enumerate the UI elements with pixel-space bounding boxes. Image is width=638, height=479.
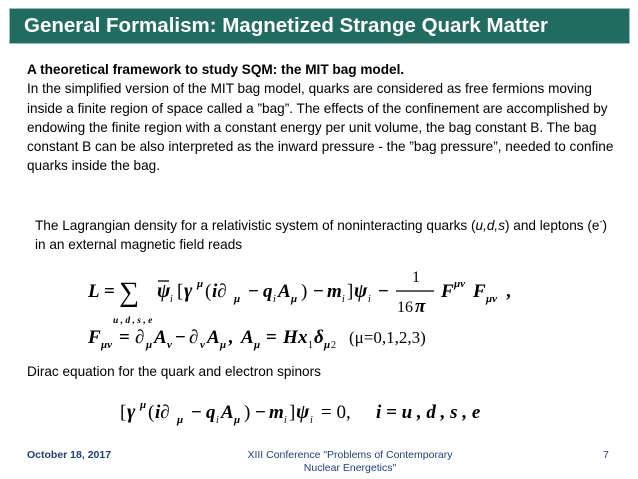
lagrangian-text-1: The Lagrangian density for a relativistic system of noninteracting quarks ( bbox=[35, 218, 476, 233]
eq3-i-partial: i∂ bbox=[155, 402, 170, 423]
footer-date: October 18, 2017 bbox=[27, 449, 112, 461]
eq1-frac-num: 1 bbox=[412, 269, 420, 286]
eq1-rparen: ) bbox=[301, 281, 308, 302]
intro-paragraph bbox=[27, 60, 617, 176]
eq2-H: H bbox=[283, 327, 298, 348]
eq1-q-sub: i bbox=[273, 294, 276, 305]
eq1-sum-index: u , d , s , e bbox=[113, 316, 153, 326]
lagrangian-equation bbox=[87, 269, 511, 326]
eq1-minus-2: − bbox=[313, 281, 324, 302]
eq3-psi: ψ bbox=[296, 401, 310, 423]
eq1-psi: ψ bbox=[354, 280, 368, 302]
eq2-A2: A bbox=[207, 327, 220, 348]
eq2-d2: ∂ bbox=[189, 327, 199, 348]
eq3-q-sub: i bbox=[216, 415, 219, 426]
eq2-A3: A bbox=[241, 327, 254, 348]
eq2-F: F bbox=[88, 327, 101, 348]
eq3-psi-sub: i bbox=[310, 415, 313, 426]
eq2-x-sub: 1 bbox=[308, 340, 313, 351]
eq3-minus-2: − bbox=[255, 402, 266, 423]
eq3-q: q bbox=[206, 402, 216, 423]
eq3-A-sub: μ bbox=[234, 414, 241, 426]
eq2-x: x bbox=[298, 327, 308, 348]
eq2-delta-sub-2: 2 bbox=[331, 340, 336, 351]
page-number: 7 bbox=[603, 449, 609, 461]
eq2-delta-sub-mu: μ bbox=[324, 339, 331, 351]
eq1-F-upper-sup: μν bbox=[454, 278, 465, 290]
eq1-lparen: ( bbox=[205, 281, 212, 302]
eq3-m-sub: i bbox=[284, 415, 287, 426]
eq1-partial-sub: μ bbox=[234, 293, 241, 305]
title-bar bbox=[9, 8, 630, 44]
lagrangian-paragraph bbox=[35, 216, 620, 255]
dirac-paragraph: Dirac equation for the quark and electron spinors bbox=[27, 364, 321, 379]
eq1-F-upper: F bbox=[441, 281, 454, 302]
eq1-psibar: ψ bbox=[157, 280, 171, 302]
eq3-rparen: ) bbox=[244, 402, 251, 423]
eq1-minus-1: − bbox=[248, 281, 259, 302]
eq1-m: m bbox=[327, 281, 342, 302]
eq2-delta: δ bbox=[314, 327, 324, 348]
eq2-A3-sub: μ bbox=[254, 339, 261, 351]
intro-heading: A theoretical framework to study SQM: the MIT bag model. bbox=[27, 62, 405, 77]
eq1-frac-den: 16 bbox=[397, 299, 413, 316]
eq2-A1-sub: ν bbox=[167, 339, 172, 351]
eq1-pi: π bbox=[415, 296, 426, 317]
dirac-equation bbox=[120, 399, 481, 426]
footer-conference: XIII Conference "Problems of Contemporary Nuclear Energetics" bbox=[247, 449, 453, 474]
eq2-F-sub: μν bbox=[101, 339, 112, 351]
eq3-gamma: γ bbox=[127, 401, 136, 423]
eq2-d2-sub: ν bbox=[200, 339, 205, 351]
eq3-tail: i = u , d , s , e bbox=[376, 402, 481, 423]
eq3-m: m bbox=[269, 402, 284, 423]
eq1-F-lower-sub: μν bbox=[486, 293, 497, 305]
eq1-gamma: γ bbox=[184, 280, 193, 302]
eq1-A: A bbox=[278, 281, 291, 302]
eq1-lbracket: [ bbox=[177, 281, 184, 302]
slide-title: General Formalism: Magnetized Strange Quark Matter bbox=[24, 14, 549, 37]
intro-text: In the simplified version of the MIT bag model, quarks are considered as free fermions moving inside a finite region of space called a ”bag”. The effects of the confinement are accomplished by endowing the finite region with a constant energy per unit volume, the bag constant B. The bag constant B can be also interpreted as the inward pressure - the ”bag pressure”, needed to confine quarks inside the bag. bbox=[27, 81, 614, 174]
eq2-comma: , bbox=[228, 327, 233, 348]
eq3-lparen: ( bbox=[148, 402, 155, 423]
field-tensor-equation bbox=[87, 327, 426, 351]
lagrangian-flavors: u,d,s bbox=[475, 218, 505, 233]
eq1-gamma-sup: μ bbox=[197, 278, 204, 290]
eq1-m-sub: i bbox=[342, 294, 345, 305]
lagrangian-text-3: ) in an external magnetic field reads bbox=[35, 218, 607, 253]
eq1-A-sub: μ bbox=[291, 293, 298, 305]
eq1-equals: = bbox=[104, 281, 115, 302]
eq1-psibar-sub: i bbox=[170, 294, 173, 305]
eq2-minus: − bbox=[175, 327, 186, 348]
eq3-minus-1: − bbox=[191, 402, 202, 423]
eq2-equals: = bbox=[119, 327, 130, 348]
eq1-q: q bbox=[263, 281, 273, 302]
eq3-equals-zero: = 0, bbox=[321, 402, 351, 423]
eq1-F-lower: F bbox=[473, 281, 486, 302]
electron-charge: - bbox=[599, 216, 603, 227]
eq2-d1-sub: μ bbox=[146, 339, 153, 351]
eq2-A2-sub: μ bbox=[220, 339, 227, 351]
eq3-A: A bbox=[221, 402, 234, 423]
eq2-equals-2: = bbox=[266, 327, 277, 348]
lagrangian-text-2: ) and leptons (e bbox=[505, 218, 600, 233]
eq3-gamma-sup: μ bbox=[140, 399, 147, 411]
eq3-partial-sub: μ bbox=[177, 414, 184, 426]
eq1-i-partial: i∂ bbox=[212, 281, 227, 302]
eq1-comma: , bbox=[506, 281, 511, 302]
eq2-d1: ∂ bbox=[135, 327, 145, 348]
eq1-rbracket: ] bbox=[347, 281, 354, 302]
eq1-minus-3: − bbox=[378, 281, 389, 302]
eq1-psi-sub: i bbox=[368, 294, 371, 305]
eq1-sum: ∑ bbox=[119, 277, 139, 308]
eq3-rbracket: ] bbox=[289, 402, 296, 423]
eq3-lbracket: [ bbox=[120, 402, 127, 423]
eq1-L: L bbox=[88, 281, 100, 302]
eq2-range: (μ=0,1,2,3) bbox=[349, 328, 426, 347]
eq2-A1: A bbox=[154, 327, 167, 348]
